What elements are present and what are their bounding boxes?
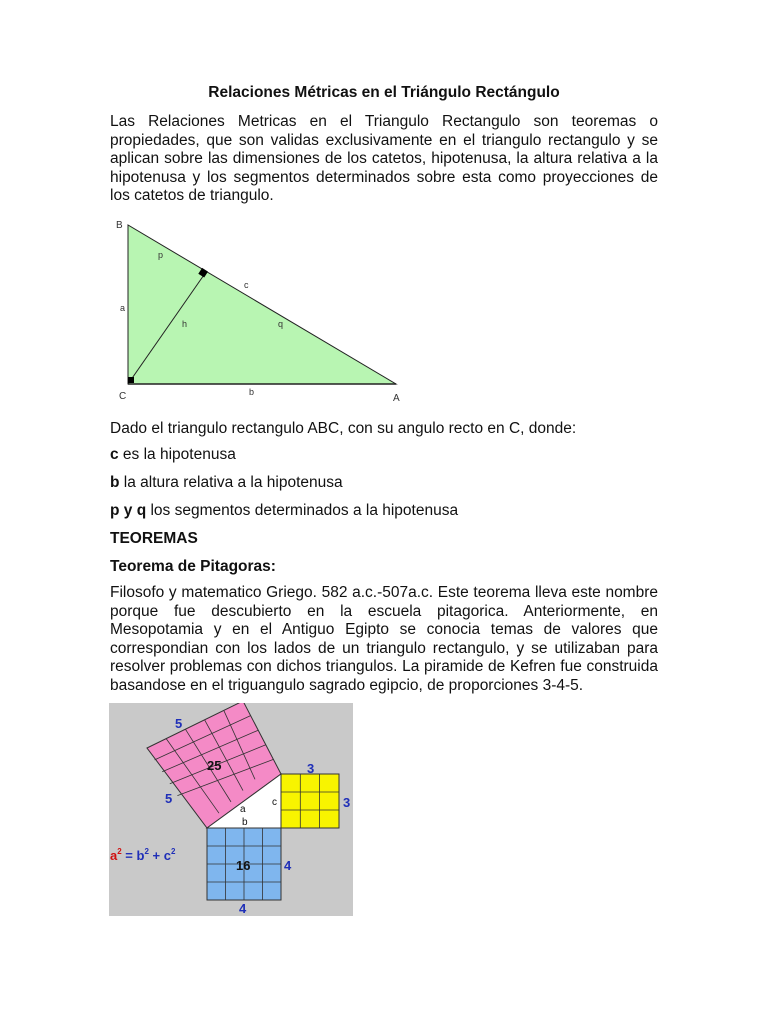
hypotenuse-c-label: c: [244, 280, 249, 290]
area-25-label: 25: [207, 758, 222, 773]
triangle-shape: [128, 225, 396, 384]
definition-text: los segmentos determinados a la hipotenusa: [146, 502, 459, 519]
side-5-top-label: 5: [175, 716, 183, 731]
pythagoras-formula: $a^2 = b^2 + c^2$: [110, 847, 176, 863]
definition-term: c: [110, 446, 119, 463]
intro-paragraph: Las Relaciones Metricas en el Triangulo Rectangulo son teoremas o propiedades, que son validas exclusivamente en el triangulo rectangulo y se aplican sobre las dimensiones de los catetos, hipotenusa, la altura relativa a la hipotenusa y los segmentos determinados sobre esta como proyecciones de los catetos de triangulo.: [110, 113, 658, 205]
definition-c: [110, 446, 236, 464]
definition-b: [110, 474, 343, 492]
right-angle-marker-c: [128, 377, 134, 383]
definition-text: es la hipotenusa: [118, 446, 236, 463]
segment-q-label: q: [278, 319, 284, 329]
area-16-label: 16: [236, 858, 251, 873]
definition-pq: [110, 502, 458, 520]
segment-p-label: p: [158, 250, 164, 260]
side-4-right-label: 4: [284, 858, 292, 873]
definition-term: b: [110, 474, 120, 491]
pythagoras-figure: [109, 703, 353, 916]
vertex-b-label: B: [116, 220, 123, 231]
heading-teoremas: TEOREMAS: [110, 530, 198, 547]
square-9: [281, 774, 339, 828]
vertex-a-label: A: [393, 393, 400, 404]
altitude-h-label: h: [182, 319, 188, 329]
document-title: Relaciones Métricas en el Triángulo Rectángulo: [208, 84, 560, 101]
side-3-right-label: 3: [343, 795, 351, 810]
pitagoras-paragraph: Filosofo y matematico Griego. 582 a.c.-507a.c. Este teorema lleva este nombre porque fue descubierto en la escuela pitagorica. Anteriormente, en Mesopotamia y en el Antiguo Egipto se conocia temas de valores que correspondian con los lados de un triangulo rectangulo, y se utilizaban para resolver problemas con dichos triangulos. La piramide de Kefren fue construida basandose en el triguangulo sagrado egipcio, de proporciones 3-4-5.: [110, 584, 658, 694]
heading-pitagoras: Teorema de Pitagoras:: [110, 558, 276, 575]
triangle-b-label: b: [242, 817, 248, 828]
side-b-label: b: [249, 387, 255, 397]
side-3-top-label: 3: [307, 761, 315, 776]
definition-term: p y q: [110, 502, 147, 519]
vertex-c-label: C: [119, 391, 127, 402]
side-a-label: a: [120, 303, 126, 313]
triangle-c-label: c: [272, 797, 277, 808]
given-text: Dado el triangulo rectangulo ABC, con su angulo recto en C, donde:: [110, 420, 577, 437]
triangle-a-label: a: [240, 804, 246, 815]
right-triangle-figure: [110, 212, 410, 404]
side-5-left-label: 5: [165, 791, 173, 806]
definition-text: la altura relativa a la hipotenusa: [119, 474, 343, 491]
side-4-bottom-label: 4: [239, 901, 247, 916]
